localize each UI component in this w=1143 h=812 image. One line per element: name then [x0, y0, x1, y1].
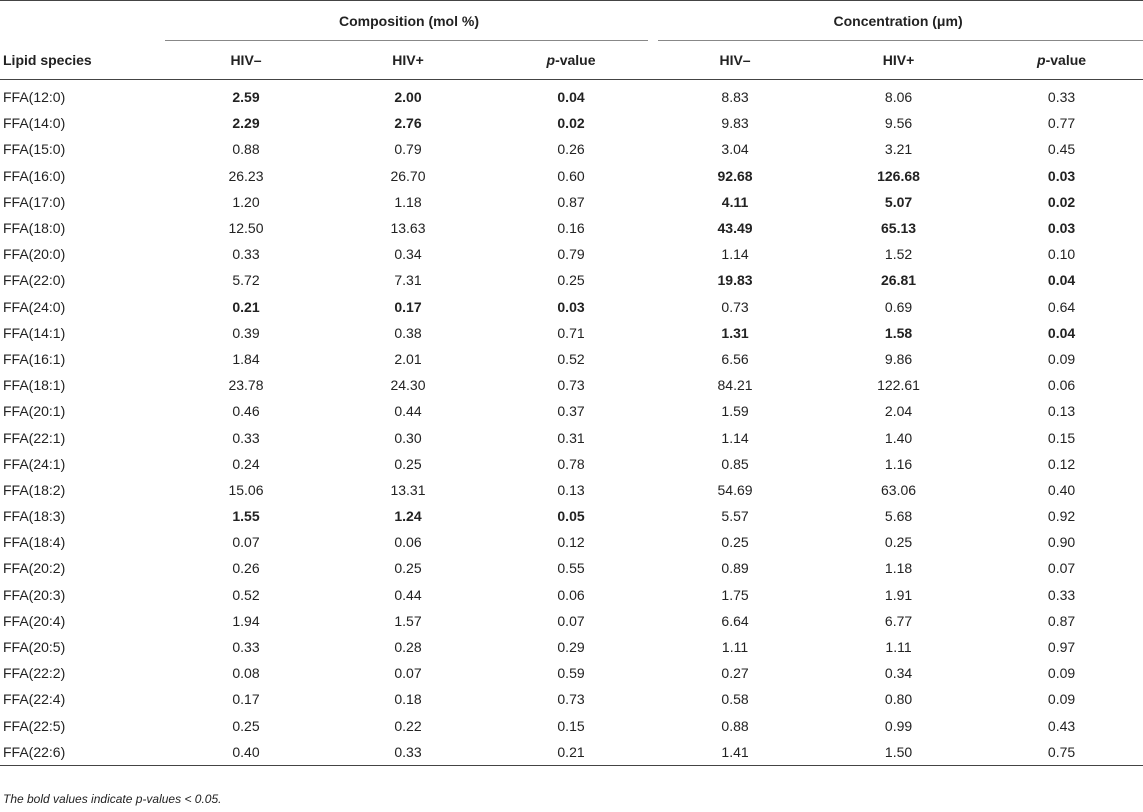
cell-composition-hiv-negative: 0.26 — [232, 560, 260, 577]
cell-lipid-species: FFA(18:3) — [3, 508, 66, 525]
cell-concentration-hiv-negative: 1.11 — [721, 639, 749, 656]
cell-composition-hiv-positive: 0.06 — [394, 534, 422, 551]
cell-concentration-p-value: 0.15 — [1047, 429, 1076, 446]
column-header-composition-hiv-positive: HIV+ — [327, 41, 489, 80]
cell-composition-hiv-negative: 2.29 — [232, 115, 260, 132]
cell-composition-hiv-negative: 0.21 — [232, 298, 260, 315]
cell-composition-p-value: 0.05 — [557, 508, 585, 525]
cell-concentration-hiv-positive: 122.61 — [877, 377, 920, 394]
cell-composition-hiv-negative: 0.52 — [232, 586, 260, 603]
cell-composition-p-value: 0.12 — [557, 534, 585, 551]
cell-concentration-hiv-positive: 9.56 — [884, 115, 913, 132]
cell-composition-hiv-negative: 23.78 — [228, 377, 264, 394]
table-row — [0, 424, 1143, 450]
cell-composition-hiv-positive: 0.34 — [394, 246, 422, 263]
cell-composition-p-value: 0.31 — [557, 429, 585, 446]
cell-lipid-species: FFA(18:0) — [3, 220, 66, 237]
cell-concentration-hiv-positive: 3.21 — [884, 141, 913, 158]
cell-concentration-hiv-negative: 4.11 — [721, 193, 749, 210]
empty-header-cell — [0, 1, 165, 42]
cell-composition-hiv-positive: 2.01 — [394, 350, 422, 367]
cell-concentration-hiv-positive: 5.07 — [884, 193, 913, 210]
cell-concentration-hiv-positive: 0.34 — [884, 665, 913, 682]
cell-composition-hiv-positive: 24.30 — [390, 377, 426, 394]
cell-composition-hiv-positive: 0.25 — [394, 560, 422, 577]
cell-concentration-hiv-positive: 0.99 — [884, 717, 913, 734]
group-header-composition: Composition (mol %) — [165, 1, 653, 42]
cell-lipid-species: FFA(20:4) — [3, 612, 66, 629]
cell-composition-hiv-positive: 1.24 — [394, 508, 422, 525]
table-footnote: The bold values indicate p-values < 0.05. — [3, 792, 222, 806]
cell-concentration-hiv-negative: 92.68 — [717, 167, 753, 184]
cell-concentration-hiv-negative: 54.69 — [717, 481, 753, 498]
cell-concentration-p-value: 0.87 — [1047, 612, 1076, 629]
cell-composition-hiv-negative: 0.39 — [232, 324, 260, 341]
column-header-concentration-p-value: p-value — [980, 41, 1143, 80]
cell-composition-p-value: 0.87 — [557, 193, 585, 210]
cell-concentration-hiv-negative: 9.83 — [721, 115, 749, 132]
cell-concentration-hiv-positive: 63.06 — [881, 481, 917, 498]
cell-concentration-p-value: 0.97 — [1047, 639, 1076, 656]
cell-lipid-species: FFA(12:0) — [3, 89, 66, 106]
cell-concentration-p-value: 0.06 — [1047, 377, 1076, 394]
cell-concentration-hiv-positive: 0.25 — [884, 534, 913, 551]
cell-lipid-species: FFA(24:1) — [3, 455, 66, 472]
cell-concentration-p-value: 0.77 — [1047, 115, 1076, 132]
cell-lipid-species: FFA(20:0) — [3, 246, 66, 263]
group-header-concentration: Concentration (μm) — [653, 1, 1143, 42]
table-row — [0, 686, 1143, 712]
table-row — [0, 267, 1143, 293]
cell-lipid-species: FFA(14:0) — [3, 115, 66, 132]
cell-composition-p-value: 0.13 — [557, 481, 585, 498]
cell-concentration-p-value: 0.12 — [1047, 455, 1076, 472]
cell-concentration-p-value: 0.04 — [1047, 272, 1076, 289]
cell-composition-hiv-negative: 15.06 — [228, 481, 264, 498]
cell-composition-hiv-negative: 1.55 — [232, 508, 260, 525]
cell-lipid-species: FFA(20:2) — [3, 560, 66, 577]
column-header-composition-p-value: p-value — [489, 41, 653, 80]
cell-composition-hiv-positive: 2.76 — [394, 115, 422, 132]
cell-concentration-p-value: 0.13 — [1047, 403, 1076, 420]
column-header-lipid-species: Lipid species — [0, 41, 165, 80]
cell-lipid-species: FFA(18:2) — [3, 481, 66, 498]
cell-composition-hiv-positive: 0.30 — [394, 429, 422, 446]
cell-composition-hiv-positive: 0.28 — [394, 639, 422, 656]
table-row — [0, 80, 1143, 111]
cell-concentration-hiv-negative: 1.75 — [721, 586, 749, 603]
table-row — [0, 529, 1143, 555]
table-row — [0, 451, 1143, 477]
cell-concentration-hiv-negative: 0.73 — [721, 298, 749, 315]
table-body — [0, 80, 1143, 766]
cell-concentration-hiv-positive: 1.91 — [884, 586, 913, 603]
cell-composition-p-value: 0.37 — [557, 403, 585, 420]
cell-concentration-hiv-negative: 1.31 — [721, 324, 749, 341]
cell-concentration-hiv-positive: 1.58 — [884, 324, 913, 341]
cell-composition-hiv-negative: 1.20 — [232, 193, 260, 210]
cell-composition-p-value: 0.73 — [557, 377, 585, 394]
cell-concentration-hiv-negative: 0.89 — [721, 560, 749, 577]
cell-composition-hiv-negative: 0.33 — [232, 639, 260, 656]
cell-lipid-species: FFA(15:0) — [3, 141, 66, 158]
table-row — [0, 189, 1143, 215]
cell-composition-p-value: 0.52 — [557, 350, 585, 367]
cell-concentration-hiv-positive: 0.69 — [884, 298, 913, 315]
cell-composition-hiv-positive: 0.17 — [394, 298, 422, 315]
table-row — [0, 713, 1143, 739]
cell-composition-hiv-positive: 0.79 — [394, 141, 422, 158]
cell-composition-hiv-negative: 0.08 — [232, 665, 260, 682]
cell-concentration-hiv-positive: 26.81 — [881, 272, 917, 289]
cell-concentration-hiv-negative: 6.56 — [721, 350, 749, 367]
table-row — [0, 163, 1143, 189]
cell-lipid-species: FFA(22:0) — [3, 272, 66, 289]
cell-concentration-hiv-positive: 1.40 — [884, 429, 913, 446]
cell-concentration-hiv-positive: 9.86 — [884, 350, 913, 367]
cell-concentration-hiv-negative: 1.59 — [721, 403, 749, 420]
cell-concentration-p-value: 0.02 — [1047, 193, 1076, 210]
cell-composition-hiv-negative: 0.88 — [232, 141, 260, 158]
cell-concentration-hiv-positive: 1.18 — [884, 560, 913, 577]
cell-composition-hiv-positive: 0.38 — [394, 324, 422, 341]
cell-lipid-species: FFA(24:0) — [3, 298, 66, 315]
cell-concentration-hiv-negative: 3.04 — [721, 141, 749, 158]
cell-composition-p-value: 0.26 — [557, 141, 585, 158]
cell-composition-p-value: 0.71 — [557, 324, 585, 341]
table-row — [0, 294, 1143, 320]
cell-composition-hiv-positive: 0.25 — [394, 455, 422, 472]
cell-lipid-species: FFA(16:0) — [3, 167, 66, 184]
table-row — [0, 634, 1143, 660]
table-row — [0, 346, 1143, 372]
cell-composition-hiv-positive: 0.22 — [394, 717, 422, 734]
cell-composition-hiv-positive: 0.33 — [327, 739, 489, 766]
cell-composition-hiv-negative: 0.40 — [165, 739, 327, 766]
cell-composition-hiv-positive: 7.31 — [394, 272, 422, 289]
cell-concentration-hiv-negative: 0.25 — [721, 534, 749, 551]
cell-concentration-hiv-negative: 0.88 — [721, 717, 749, 734]
cell-concentration-hiv-positive: 0.80 — [884, 691, 913, 708]
cell-concentration-hiv-positive: 1.16 — [884, 455, 913, 472]
cell-composition-p-value: 0.55 — [557, 560, 585, 577]
cell-composition-hiv-positive: 13.31 — [390, 481, 426, 498]
cell-composition-hiv-negative: 0.46 — [232, 403, 260, 420]
table-row — [0, 739, 1143, 766]
column-header-composition-hiv-negative: HIV– — [165, 41, 327, 80]
cell-lipid-species: FFA(22:6) — [0, 739, 165, 766]
cell-concentration-p-value: 0.09 — [1047, 350, 1076, 367]
table-row — [0, 398, 1143, 424]
cell-concentration-hiv-negative: 0.85 — [721, 455, 749, 472]
cell-concentration-hiv-negative: 19.83 — [717, 272, 753, 289]
cell-composition-hiv-positive: 0.18 — [394, 691, 422, 708]
cell-composition-hiv-positive: 13.63 — [390, 220, 426, 237]
table-row — [0, 136, 1143, 162]
cell-composition-hiv-positive: 1.18 — [394, 193, 422, 210]
cell-concentration-hiv-negative: 1.41 — [653, 739, 817, 766]
cell-composition-hiv-positive: 0.07 — [394, 665, 422, 682]
cell-concentration-p-value: 0.45 — [1047, 141, 1076, 158]
cell-concentration-hiv-negative: 8.83 — [721, 89, 749, 106]
cell-concentration-hiv-negative: 5.57 — [721, 508, 749, 525]
table-row — [0, 372, 1143, 398]
table-row — [0, 660, 1143, 686]
cell-composition-p-value: 0.15 — [557, 717, 585, 734]
cell-composition-hiv-positive: 26.70 — [390, 167, 426, 184]
cell-composition-p-value: 0.06 — [557, 586, 585, 603]
cell-concentration-hiv-negative: 84.21 — [717, 377, 753, 394]
cell-composition-hiv-positive: 0.44 — [394, 403, 422, 420]
cell-composition-hiv-negative: 26.23 — [228, 167, 264, 184]
cell-composition-hiv-negative: 0.33 — [232, 246, 260, 263]
cell-composition-p-value: 0.59 — [557, 665, 585, 682]
cell-composition-p-value: 0.73 — [557, 691, 585, 708]
cell-lipid-species: FFA(16:1) — [3, 350, 66, 367]
cell-composition-hiv-negative: 0.07 — [232, 534, 260, 551]
cell-composition-hiv-negative: 2.59 — [232, 89, 260, 106]
cell-lipid-species: FFA(22:5) — [3, 717, 66, 734]
cell-concentration-p-value: 0.03 — [1047, 167, 1076, 184]
cell-concentration-p-value: 0.33 — [1047, 586, 1076, 603]
cell-concentration-hiv-negative: 1.14 — [721, 246, 749, 263]
cell-lipid-species: FFA(18:4) — [3, 534, 66, 551]
cell-concentration-p-value: 0.33 — [1047, 89, 1076, 106]
cell-concentration-hiv-negative: 0.58 — [721, 691, 749, 708]
cell-concentration-hiv-positive: 5.68 — [884, 508, 913, 525]
cell-composition-p-value: 0.21 — [489, 739, 653, 766]
cell-composition-p-value: 0.02 — [557, 115, 585, 132]
cell-concentration-p-value: 0.75 — [980, 739, 1143, 766]
table-row — [0, 241, 1143, 267]
cell-lipid-species: FFA(22:2) — [3, 665, 66, 682]
cell-composition-hiv-positive: 0.44 — [394, 586, 422, 603]
cell-composition-hiv-negative: 0.33 — [232, 429, 260, 446]
column-header-concentration-hiv-negative: HIV– — [653, 41, 817, 80]
table-row — [0, 477, 1143, 503]
cell-composition-hiv-negative: 12.50 — [228, 220, 264, 237]
cell-composition-hiv-positive: 2.00 — [394, 89, 422, 106]
cell-composition-hiv-negative: 1.84 — [232, 350, 260, 367]
cell-lipid-species: FFA(22:1) — [3, 429, 66, 446]
table-row — [0, 503, 1143, 529]
cell-composition-p-value: 0.29 — [557, 639, 585, 656]
cell-lipid-species: FFA(20:1) — [3, 403, 66, 420]
cell-lipid-species: FFA(18:1) — [3, 377, 66, 394]
cell-composition-hiv-negative: 0.24 — [232, 455, 260, 472]
table-row — [0, 215, 1143, 241]
cell-concentration-hiv-positive: 65.13 — [881, 220, 917, 237]
cell-concentration-p-value: 0.40 — [1047, 481, 1076, 498]
cell-lipid-species: FFA(20:5) — [3, 639, 66, 656]
cell-composition-hiv-negative: 0.25 — [232, 717, 260, 734]
cell-concentration-hiv-negative: 43.49 — [717, 220, 753, 237]
table-row — [0, 110, 1143, 136]
table-row — [0, 608, 1143, 634]
cell-concentration-p-value: 0.03 — [1047, 220, 1076, 237]
cell-concentration-hiv-negative: 1.14 — [721, 429, 749, 446]
cell-concentration-p-value: 0.90 — [1047, 534, 1076, 551]
cell-concentration-p-value: 0.09 — [1047, 691, 1076, 708]
table-row — [0, 320, 1143, 346]
cell-concentration-hiv-negative: 6.64 — [721, 612, 749, 629]
cell-composition-p-value: 0.16 — [557, 220, 585, 237]
cell-composition-hiv-positive: 1.57 — [394, 612, 422, 629]
cell-lipid-species: FFA(20:3) — [3, 586, 66, 603]
cell-concentration-p-value: 0.43 — [1047, 717, 1076, 734]
cell-lipid-species: FFA(17:0) — [3, 193, 66, 210]
cell-concentration-hiv-positive: 1.11 — [885, 639, 912, 656]
cell-concentration-hiv-positive: 2.04 — [884, 403, 913, 420]
cell-composition-hiv-negative: 5.72 — [232, 272, 260, 289]
cell-concentration-p-value: 0.04 — [1047, 324, 1076, 341]
cell-lipid-species: FFA(14:1) — [3, 324, 66, 341]
cell-concentration-p-value: 0.64 — [1047, 298, 1076, 315]
column-header-concentration-hiv-positive: HIV+ — [817, 41, 980, 80]
cell-composition-hiv-negative: 1.94 — [232, 612, 260, 629]
cell-composition-hiv-negative: 0.17 — [232, 691, 260, 708]
cell-composition-p-value: 0.04 — [557, 89, 585, 106]
cell-concentration-p-value: 0.09 — [1047, 665, 1076, 682]
cell-composition-p-value: 0.07 — [557, 612, 585, 629]
table-row — [0, 555, 1143, 581]
cell-concentration-hiv-positive: 6.77 — [884, 612, 913, 629]
table-row — [0, 582, 1143, 608]
cell-concentration-p-value: 0.92 — [1047, 508, 1076, 525]
cell-concentration-hiv-positive: 1.50 — [817, 739, 980, 766]
cell-concentration-hiv-positive: 126.68 — [877, 167, 920, 184]
cell-composition-p-value: 0.60 — [557, 167, 585, 184]
cell-composition-p-value: 0.03 — [557, 298, 585, 315]
cell-concentration-p-value: 0.07 — [1047, 560, 1076, 577]
cell-lipid-species: FFA(22:4) — [3, 691, 66, 708]
cell-composition-p-value: 0.25 — [557, 272, 585, 289]
cell-composition-p-value: 0.79 — [557, 246, 585, 263]
cell-concentration-hiv-negative: 0.27 — [721, 665, 749, 682]
cell-composition-p-value: 0.78 — [557, 455, 585, 472]
cell-concentration-p-value: 0.10 — [1047, 246, 1076, 263]
cell-concentration-hiv-positive: 8.06 — [884, 89, 913, 106]
cell-concentration-hiv-positive: 1.52 — [884, 246, 913, 263]
